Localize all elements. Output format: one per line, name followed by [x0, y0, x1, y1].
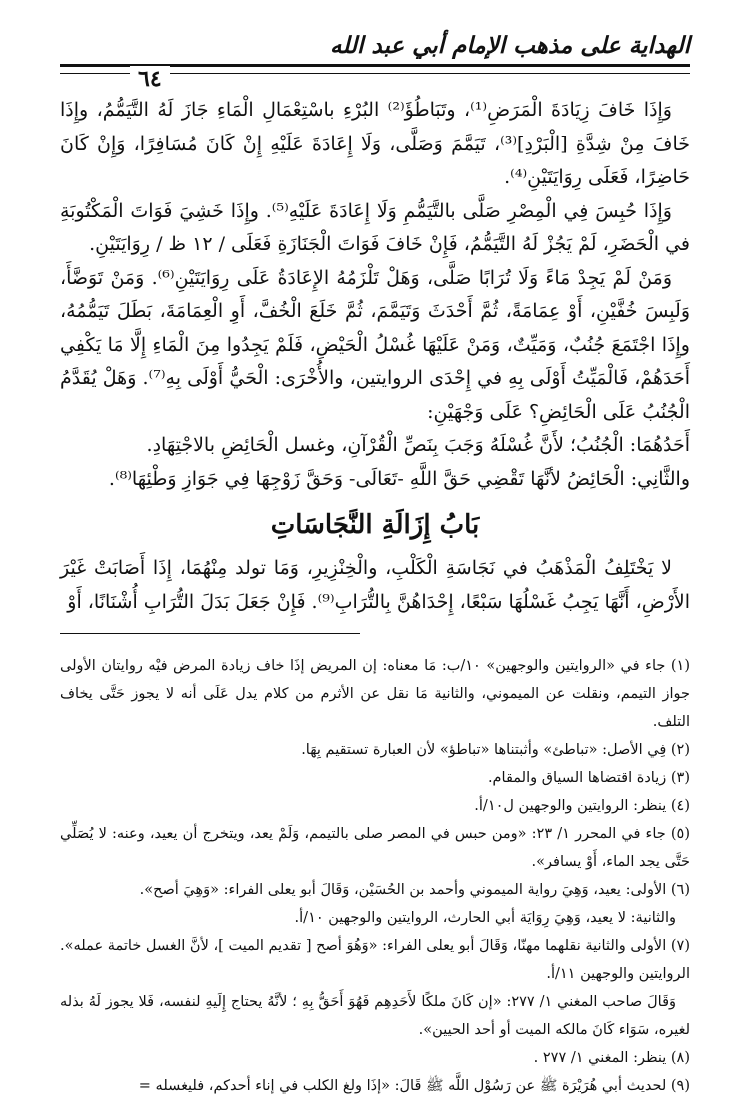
- book-page: [60, 26, 690, 1096]
- footnote: (٨) ينظر: المغني ١/ ٢٧٧ .: [533, 1050, 690, 1066]
- paragraph: وَإِذَا خَافَ زِيَادَةَ الْمَرَضِ⁽¹⁾، وتَبَاطُؤَ⁽²⁾ البُرْءِ باسْتِعْمَالِ الْمَاءِ جَازَ لَهُ التَّيَمُّمُ، وإِذَا خَافَ مِنْ شِدَّةِ [الْبَرْدِ]⁽³⁾، تَيَمَّمَ وَصَلَّى، وَلَا إِعَادَةَ عَلَيْهِ إِنْ كَانَ مُسَافِرًا، وَإِنْ كَانَ حَاضِرًا، فَعَلَى رِوَايَتَيْنِ⁽⁴⁾.: [60, 99, 691, 188]
- paragraph: لا يَخْتَلِفُ الْمَذْهَبُ في نَجَاسَةِ الْكَلْبِ، والْخِنْزِيرِ، وَمَا تولد مِنْهُمَا، إِذَا أَصَابَتْ غَيْرَ الأَرْضِ، أَنَّهَا يَجِبُ غَسْلُهَا سَبْعًا، إِحْدَاهُنَّ بِالتُّرَابِ⁽⁹⁾. فَإِنْ جَعَلَ بَدَلَ التُّرَابِ أُشْنَانًا، أَوْ: [60, 557, 690, 613]
- footnotes: [60, 652, 690, 1100]
- footnote: (٣) زيادة اقتضاها السياق والمقام.: [487, 770, 690, 786]
- paragraph: وَإِذَا حُبِسَ فِي الْمِصْرِ صَلَّى بالتَّيَمُّمِ وَلَا إِعَادَةَ عَلَيْهِ⁽⁵⁾. وإِذَا خَشِيَ فَوَاتَ الْمَكْتُوبَةِ في الْحَضَرِ، لَمْ يَجُزْ لَهُ التَّيَمُّمُ، فَإِنْ خَافَ فَوَاتَ الْجَنَازَةِ فَعَلَى / ١٢ ظ / رِوَايَتَيْنِ.: [60, 199, 690, 255]
- page-header: [60, 26, 690, 92]
- footnote: (٦) الأولى: يعيد، وَهِيَ رواية الميموني وأحمد بن الحُسَيْن، وَقَالَ أبو يعلى الفراء: «وَهِيَ أصح».: [139, 882, 690, 898]
- running-title: الهداية على مذهب الإمام أبي عبد الله: [330, 32, 690, 59]
- footnote: (٤) ينظر: الروايتين والوجهين ل١٠/أ.: [474, 798, 690, 814]
- footnote: (٩) لحديث أبي هُرَيْرَة ﷺ عن رَسُوْل اللَّه ﷺ قَالَ: «إذَا ولغ الكلب في إناء أحدكم، فليغسله =: [138, 1078, 690, 1094]
- footnote-separator: [60, 633, 360, 634]
- paragraph: أَحَدُهُمَا: الْجُنُبُ؛ لأَنَّ غُسْلَهُ وَجَبَ بِنَصِّ الْقُرْآنِ، وغسل الْحَائِضِ بالاجْتِهَادِ.: [146, 434, 690, 456]
- paragraph: وَمَنْ لَمْ يَجِدْ مَاءً وَلَا تُرَابًا صَلَّى، وَهَلْ تَلْزَمُهُ الإِعَادَةُ عَلَى رِوَايَتَيْنِ⁽⁶⁾. وَمَنْ تَوَضَّأَ، وَلَبِسَ خُفَّيْنِ، أَوْ عِمَامَةً، ثُمَّ أَحْدَثَ وَتَيَمَّمَ، ثُمَّ خَلَعَ الْخُفَّ، أَوِ الْعِمَامَةَ، بَطَلَ تَيَمُّمُهُ، وإِذَا اجْتَمَعَ جُنُبٌ، وَمَيِّتٌ، وَمَنْ عَلَيْهَا غُسْلُ الْحَيْضِ، فَلَمْ يَجِدُوا مِنَ الْمَاءِ إِلَّا مَا يَكْفِي أَحَدَهُمْ، فَالْمَيِّتُ أَوْلَى بِهِ في إِحْدَى الروايتين، والأُخْرَى: الْحَيُّ أَوْلَى بِهِ⁽⁷⁾. وَهَلْ يُقَدَّمُ الْجُنُبُ عَلَى الْحَائِضِ؟ عَلَى وَجْهَيْنِ:: [60, 266, 690, 423]
- page-number: ٦٤: [130, 66, 170, 92]
- footnote: (١) جاء في «الروايتين والوجهين» ١٠/ب: مَا معناه: إن المريض إذَا خاف زيادة المرض فيْه روايتان الأولى جواز التيمم، ونقلت عن الميموني، والثانية مَا نقل عن الأثرم من كلام يدل عَلَى أنه لا يجوز حَتَّى يخاف التلف.: [60, 658, 691, 730]
- chapter-title: بَابُ إِزَالَةِ النَّجَاسَاتِ: [270, 510, 480, 540]
- footnote: (٧) الأولى والثانية نقلهما مهنّا، وَقَالَ أبو يعلى الفراء: «وَهُوَ أصح [ تقديم الميت ]، لأنَّ الغسل خاتمة عمله». الروايتين والوجهين ١١/أ.: [60, 938, 690, 982]
- footnote: (٢) فِي الأصل: «تباطئ» وأثبتناها «تباطؤ» لأن العبارة تستقيم بِهَا.: [301, 742, 690, 758]
- footnote-continuation: والثانية: لا يعيد، وَهِيَ رِوَايَة أبي الحارث، الروايتين والوجهين ١٠/أ.: [294, 910, 676, 926]
- paragraph: والثَّانِي: الْحَائِضُ لأنَّهَا تَقْضِي حَقَّ اللَّهِ -تَعَالَى- وَحَقَّ زَوْجِهَا فِي جَوَازِ وَطْئِهَا⁽⁸⁾.: [108, 467, 690, 490]
- main-text: [60, 94, 690, 619]
- footnote: (٥) جاء في المحرر ١/ ٢٣: «ومن حبس في المصر صلى بالتيمم، وَلَمْ يعد، ويتخرج أن يعيد، وعنه: لا يُصَلِّي حَتَّى يجد الماء، أَوْ يسافر».: [60, 826, 690, 870]
- footnote-continuation: وَقَالَ صاحب المغني ١/ ٢٧٧: «إن كَانَ ملكًا لأَحَدِهِم فَهُوَ أَحَقُّ بِهِ ؛ لأنَّهُ يحتاج إِلَيهِ لنفسه، فَلا يجوز لَهُ بذله لغيره، سَوَاء كَانَ مالكه الميت أو أحد الحيين».: [60, 994, 690, 1038]
